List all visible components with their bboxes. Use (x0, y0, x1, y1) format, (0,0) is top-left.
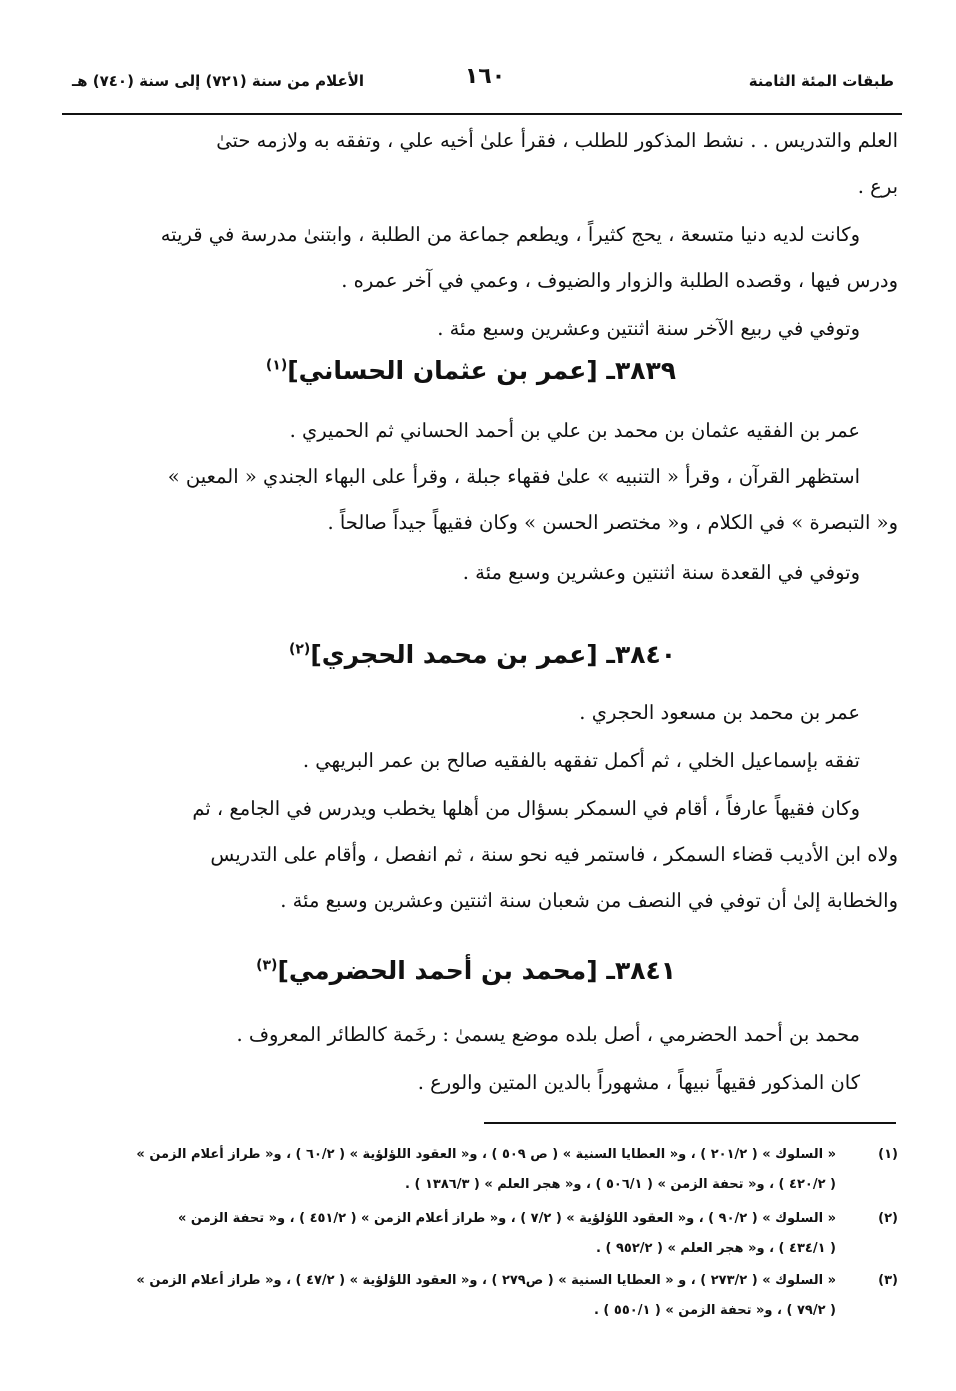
entry-heading (266, 356, 676, 385)
footnote (72, 1266, 898, 1326)
entry-heading (256, 956, 676, 985)
footnote-line: ( ٧٩/٢ ) ، و« تحفة الزمن » ( ٥٥٠/١ ) . (593, 1303, 836, 1318)
body-line: و« التبصرة » في الكلام ، و« مختصر الحسن » وكان فقيهاً جيداً صالحاً . (327, 511, 898, 534)
body-line: وتوفي في ربيع الآخر سنة اثنتين وعشرين وسبع مئة . (437, 317, 860, 340)
body-line: تفقه بإسماعيل الخلي ، ثم أكمل تفقهه بالفقيه صالح بن عمر البريهي . (302, 749, 860, 772)
body-line: العلم والتدريس . . نشط المذكور للطلب ، فقرأ علىٰ أخيه علي ، وتفقه به ولازمه حتىٰ (216, 129, 898, 152)
footnote-line: « السلوك » ( ٢٧٣/٢ ) ، و « العطايا السنية » ( ص٢٧٩ ) ، و« العقود اللؤلؤية » ( ٤٧/٢ ) ، و« طراز أعلام الزمن » (136, 1273, 836, 1288)
footnote-mark: (٢) (878, 1211, 898, 1226)
body-line: وتوفي في القعدة سنة اثنتين وعشرين وسبع مئة . (462, 561, 860, 584)
header-rule (62, 113, 902, 115)
body-line: وكانت لديه دنيا متسعة ، يحج كثيراً ، ويطعم جماعة من الطلبة ، وابتنىٰ مدرسة في قريته (160, 223, 860, 246)
footnote-ref: (١) (265, 357, 288, 374)
body-line: محمد بن أحمد الحضرمي ، أصل بلده موضع يسمىٰ : رخَمة كالطائر المعروف . (236, 1023, 860, 1046)
footnote-line: « السلوك » ( ٩٠/٢ ) ، و« العقود اللؤلؤية » ( ٧/٢ ) ، و« طراز أعلام الزمن » ( ٤٥١/٢ ) ، و« تحفة الزمن » (177, 1211, 836, 1226)
footnote-mark: (٣) (878, 1273, 898, 1288)
body-line: عمر بن الفقيه عثمان بن محمد بن علي بن أحمد الحساني ثم الحميري . (289, 419, 860, 442)
footnote-mark: (١) (878, 1147, 898, 1162)
body-line: ولاه ابن الأديب قضاء السمكر ، فاستمر فيه نحو سنة ، ثم انفصل ، وأقام على التدريس (210, 843, 898, 866)
footnote-ref: (٢) (288, 641, 311, 658)
page-number: ١٦٠ (464, 64, 506, 89)
body-line: عمر بن محمد بن مسعود الحجري . (579, 701, 860, 724)
footnote-line: ( ٤٢٠/٢ ) ، و« تحفة الزمن » ( ٥٠٦/١ ) ، و« هجر العلم » ( ١٣٨٦/٣ ) . (405, 1177, 836, 1192)
body-line: برع . (857, 175, 898, 198)
entry-heading-text: ٣٨٤٠ـ [عمر بن محمد الحجري] (310, 640, 676, 669)
body-line: ودرس فيها ، وقصده الطلبة والزوار والضيوف ، وعمي في آخر عمره . (341, 269, 898, 292)
body-line: وكان فقيهاً عارفاً ، أقام في السمكر بسؤال من أهلها يخطب ويدرس في الجامع ، ثم (192, 797, 860, 820)
body-line: والخطابة إلىٰ أن توفي في النصف من شعبان سنة اثنتين وعشرين وسبع مئة . (280, 889, 898, 912)
footnote-line: « السلوك » ( ٢٠١/٢ ) ، و« العطايا السنية » ( ص ٥٠٩ ) ، و« العقود اللؤلؤية » ( ٦٠/٢ ) ، و« طراز أعلام الزمن » (136, 1147, 836, 1162)
running-header-book-title: طبقات المئة الثامنة (748, 72, 894, 90)
footnote (72, 1140, 898, 1200)
body-line: استظهر القرآن ، وقرأ « التنبيه » علىٰ فقهاء جبلة ، وقرأ على البهاء الجندي « المعين » (167, 465, 860, 488)
entry-heading (289, 640, 676, 669)
footnote-ref: (٣) (256, 957, 278, 974)
entry-heading-text: ٣٨٣٩ـ [عمر بن عثمان الحساني] (287, 356, 676, 385)
entry-heading-text: ٣٨٤١ـ [محمد بن أحمد الحضرمي] (277, 956, 676, 985)
footnote-rule (484, 1122, 896, 1124)
footnote-line: ( ٤٣٤/١ ) ، و« هجر العلم » ( ٩٥٢/٢ ) . (596, 1241, 836, 1256)
running-header-range: الأعلام من سنة (٧٢١) إلى سنة (٧٤٠) هـ (72, 72, 365, 90)
body-line: كان المذكور فقيهاً نبيهاً ، مشهوراً بالدين المتين والورع . (417, 1071, 860, 1094)
footnote (72, 1204, 898, 1264)
